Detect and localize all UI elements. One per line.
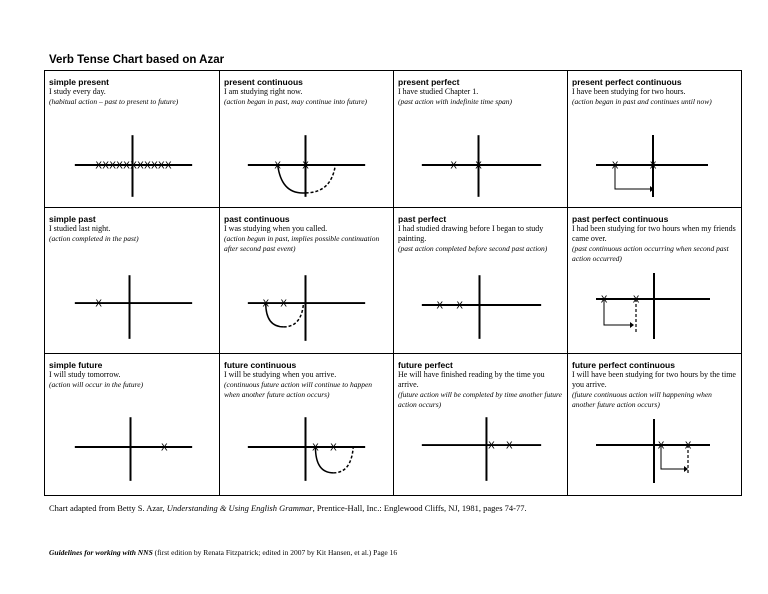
time-point-mark: X — [144, 160, 151, 172]
time-point-mark: X — [137, 160, 144, 172]
time-point-mark: X — [116, 160, 123, 172]
cell-note: (action began in past, may continue into future) — [224, 97, 368, 106]
cell-title: present continuous — [224, 77, 303, 87]
time-point-mark: X — [450, 160, 458, 172]
cell-note: (past continuous action occurring when second past action occurred) — [572, 244, 729, 263]
cell-future-perfect-continuous — [568, 354, 741, 495]
time-point-mark: X — [95, 160, 103, 172]
cell-past-perfect — [394, 208, 568, 354]
cell-title: simple present — [49, 77, 109, 87]
timeline-diagram — [568, 127, 741, 207]
time-point-mark: X — [684, 440, 692, 452]
cell-title: simple past — [49, 214, 96, 224]
time-point-mark: X — [160, 442, 168, 454]
cell-example: I was studying when you called. — [224, 224, 328, 233]
cell-title: future continuous — [224, 360, 297, 370]
timeline-diagram — [220, 415, 393, 495]
time-point-mark: X — [475, 160, 482, 172]
time-point-mark: X — [456, 300, 464, 312]
cell-title: future perfect — [398, 360, 453, 370]
cell-simple-present — [45, 71, 220, 208]
cell-future-perfect — [394, 354, 568, 495]
cell-note: (action will occur in the future) — [49, 380, 144, 389]
cell-note: (past action with indefinite time span) — [398, 97, 512, 106]
cell-title: present perfect continuous — [572, 77, 682, 87]
cell-example: I will have been studying for two hours by the time you arrive. — [572, 370, 736, 389]
time-point-mark: X — [329, 442, 337, 454]
timeline-diagram — [45, 127, 219, 207]
cell-example: I will study tomorrow. — [49, 370, 121, 379]
cell-example: I studied last night. — [49, 224, 111, 233]
cell-example: I had studied drawing before I began to study painting. — [398, 224, 544, 243]
time-point-mark: X — [274, 160, 282, 172]
cell-simple-past — [45, 208, 220, 354]
timeline-diagram — [394, 415, 567, 495]
time-point-mark: X — [109, 160, 117, 172]
timeline-diagram — [45, 273, 219, 353]
time-point-mark: X — [505, 440, 513, 452]
time-point-mark: X — [302, 160, 309, 172]
verb-tense-table — [44, 70, 742, 496]
cell-example: I had been studying for two hours when my friends came over. — [572, 224, 736, 243]
time-point-mark: X — [436, 300, 444, 312]
cell-past-perfect-continuous — [568, 208, 741, 354]
cell-title: simple future — [49, 360, 103, 370]
time-point-mark: X — [164, 160, 172, 172]
cell-title: future perfect continuous — [572, 360, 675, 370]
time-point-mark: X — [280, 298, 288, 310]
cell-example: He will have finished reading by the time you arrive. — [398, 370, 545, 389]
cell-example: I am studying right now. — [224, 87, 303, 96]
time-point-mark: X — [649, 160, 657, 172]
timeline-diagram — [394, 273, 567, 353]
time-point-mark: X — [657, 440, 665, 452]
cell-example: I have been studying for two hours. — [572, 87, 686, 96]
cell-note: (past action completed before second past action) — [398, 244, 548, 253]
cell-past-continuous — [220, 208, 394, 354]
time-point-mark: X — [123, 160, 130, 172]
cell-note: (continuous future action will continue to happen when another future action occurs) — [224, 380, 373, 399]
page-footer: Guidelines for working with NNS (first edition by Renata Fitzpatrick; edited in 2007 by Kit Hansen, et al.) Page 16 — [49, 548, 398, 557]
cell-example: I will be studying when you arrive. — [224, 370, 337, 379]
cell-title: past perfect continuous — [572, 214, 669, 224]
source-citation: Chart adapted from Betty S. Azar, Understanding & Using English Grammar, Prentice-Hall, Inc.: Englewood Cliffs, NJ, 1981, pages 74-77. — [49, 503, 527, 513]
cell-title: past continuous — [224, 214, 290, 224]
time-point-mark: X — [262, 298, 270, 310]
page-title: Verb Tense Chart based on Azar — [49, 54, 225, 66]
cell-example: I have studied Chapter 1. — [398, 87, 479, 96]
timeline-diagram — [45, 415, 219, 495]
cell-example: I study every day. — [49, 87, 106, 96]
cell-future-continuous — [220, 354, 394, 495]
time-point-mark: X — [95, 298, 103, 310]
cell-title: past perfect — [398, 214, 447, 224]
cell-title: present perfect — [398, 77, 460, 87]
time-point-mark: X — [130, 160, 137, 172]
cell-note: (future action will be completed by time another future action occurs) — [398, 390, 562, 409]
cell-present-continuous — [220, 71, 394, 208]
timeline-diagram — [220, 273, 393, 353]
timeline-diagram — [394, 127, 567, 207]
timeline-diagram — [568, 415, 741, 495]
cell-present-perfect — [394, 71, 568, 208]
time-point-mark: X — [600, 294, 608, 306]
cell-present-perfect-continuous — [568, 71, 741, 208]
timeline-diagram — [220, 127, 393, 207]
cell-note: (action completed in the past) — [49, 234, 139, 243]
cell-note: (action began in past and continues until now) — [572, 97, 712, 106]
time-point-mark: X — [611, 160, 619, 172]
time-point-mark: X — [150, 160, 158, 172]
timeline-diagram — [568, 273, 741, 353]
time-point-mark: X — [102, 160, 110, 172]
time-point-mark: X — [157, 160, 165, 172]
time-point-mark: X — [488, 440, 495, 452]
time-point-mark: X — [312, 442, 319, 454]
cell-note: (future continuous action will happening when another future action occurs) — [572, 390, 712, 409]
cell-note: (habitual action – past to present to future) — [49, 97, 179, 106]
time-point-mark: X — [632, 294, 640, 306]
cell-note: (action begun in past, implies possible continuation after second past event) — [224, 234, 380, 253]
cell-simple-future — [45, 354, 220, 495]
